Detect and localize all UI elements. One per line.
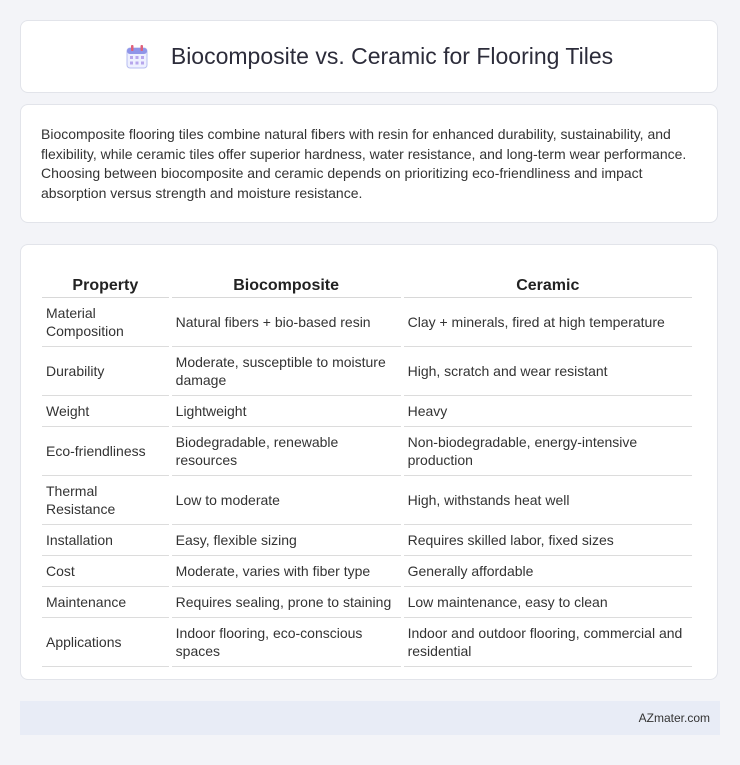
- cell-property: Cost: [42, 556, 169, 587]
- cell-biocomposite: Requires sealing, prone to staining: [172, 587, 401, 618]
- cell-ceramic: High, scratch and wear resistant: [404, 347, 692, 396]
- header-ceramic: Ceramic: [404, 263, 692, 298]
- table-row: [42, 427, 692, 476]
- footer: [20, 701, 720, 735]
- cell-property: Weight: [42, 396, 169, 427]
- cell-property: Eco-friendliness: [42, 427, 169, 476]
- table-row: [42, 347, 692, 396]
- cell-biocomposite: Indoor flooring, eco-conscious spaces: [172, 618, 401, 667]
- intro-text: Biocomposite flooring tiles combine natural fibers with resin for enhanced durability, sustainability, and flexibility, while ceramic tiles offer superior hardness, water resistance, and long-term wear performance. Choosing between biocomposite and ceramic depends on prioritizing eco-friendliness and impact absorption versus strength and moisture resistance.: [41, 126, 687, 201]
- comparison-table: [39, 263, 695, 667]
- table-row: [42, 587, 692, 618]
- table-row: [42, 298, 692, 347]
- cell-property: Maintenance: [42, 587, 169, 618]
- cell-property: Thermal Resistance: [42, 476, 169, 525]
- table-header-row: [42, 263, 692, 298]
- table-row: [42, 476, 692, 525]
- cell-property: Durability: [42, 347, 169, 396]
- table-row: [42, 556, 692, 587]
- cell-biocomposite: Lightweight: [172, 396, 401, 427]
- table-row: [42, 618, 692, 667]
- cell-ceramic: High, withstands heat well: [404, 476, 692, 525]
- cell-ceramic: Requires skilled labor, fixed sizes: [404, 525, 692, 556]
- cell-biocomposite: Easy, flexible sizing: [172, 525, 401, 556]
- calendar-icon: [125, 44, 149, 70]
- page-title: [125, 43, 613, 70]
- cell-biocomposite: Moderate, varies with fiber type: [172, 556, 401, 587]
- cell-biocomposite: Biodegradable, renewable resources: [172, 427, 401, 476]
- table-card: [20, 244, 718, 680]
- cell-ceramic: Generally affordable: [404, 556, 692, 587]
- cell-property: Installation: [42, 525, 169, 556]
- cell-biocomposite: Natural fibers + bio-based resin: [172, 298, 401, 347]
- page-title-text: Biocomposite vs. Ceramic for Flooring Tiles: [170, 43, 614, 69]
- title-card: [20, 20, 718, 93]
- footer-brand[interactable]: AZmater.com: [638, 711, 710, 725]
- cell-property: Material Composition: [42, 298, 169, 347]
- cell-ceramic: Indoor and outdoor flooring, commercial and residential: [404, 618, 692, 667]
- cell-biocomposite: Moderate, susceptible to moisture damage: [172, 347, 401, 396]
- intro-card: [20, 104, 718, 223]
- table-row: [42, 396, 692, 427]
- cell-biocomposite: Low to moderate: [172, 476, 401, 525]
- header-property: Property: [42, 263, 169, 298]
- cell-property: Applications: [42, 618, 169, 667]
- table-row: [42, 525, 692, 556]
- cell-ceramic: Non-biodegradable, energy-intensive production: [404, 427, 692, 476]
- header-biocomposite: Biocomposite: [172, 263, 401, 298]
- cell-ceramic: Clay + minerals, fired at high temperature: [404, 298, 692, 347]
- cell-ceramic: Heavy: [404, 396, 692, 427]
- cell-ceramic: Low maintenance, easy to clean: [404, 587, 692, 618]
